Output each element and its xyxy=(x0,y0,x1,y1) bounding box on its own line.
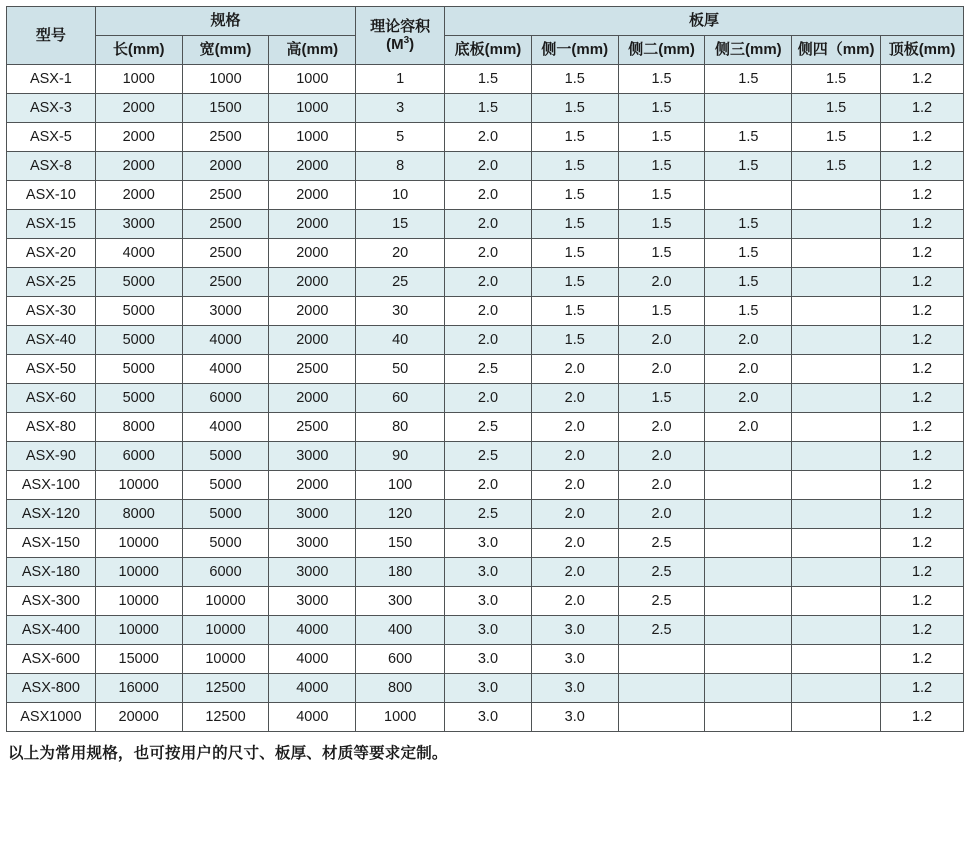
cell-model: ASX-50 xyxy=(7,355,96,384)
cell-side1: 2.0 xyxy=(531,471,618,500)
cell-side2: 1.5 xyxy=(618,94,705,123)
cell-length: 10000 xyxy=(95,558,182,587)
cell-top-plate: 1.2 xyxy=(881,297,964,326)
cell-width: 2500 xyxy=(182,268,269,297)
column-header-model: 型号 xyxy=(7,7,96,65)
cell-volume: 90 xyxy=(356,442,445,471)
cell-bottom-plate: 2.0 xyxy=(445,297,532,326)
cell-side4 xyxy=(792,616,881,645)
cell-height: 2000 xyxy=(269,384,356,413)
cell-side1: 1.5 xyxy=(531,326,618,355)
table-row xyxy=(7,181,964,210)
cell-top-plate: 1.2 xyxy=(881,210,964,239)
cell-side2: 1.5 xyxy=(618,181,705,210)
cell-volume: 150 xyxy=(356,529,445,558)
cell-side1: 1.5 xyxy=(531,297,618,326)
cell-length: 10000 xyxy=(95,587,182,616)
cell-top-plate: 1.2 xyxy=(881,355,964,384)
cell-side3 xyxy=(705,471,792,500)
cell-side3 xyxy=(705,94,792,123)
cell-top-plate: 1.2 xyxy=(881,326,964,355)
cell-length: 5000 xyxy=(95,268,182,297)
cell-height: 1000 xyxy=(269,65,356,94)
cell-volume: 1 xyxy=(356,65,445,94)
column-header-side4: 侧四（mm) xyxy=(792,36,881,65)
cell-model: ASX-100 xyxy=(7,471,96,500)
cell-side4 xyxy=(792,471,881,500)
table-row xyxy=(7,703,964,732)
cell-side3 xyxy=(705,181,792,210)
cell-volume: 30 xyxy=(356,297,445,326)
cell-width: 2500 xyxy=(182,181,269,210)
cell-model: ASX-150 xyxy=(7,529,96,558)
cell-top-plate: 1.2 xyxy=(881,152,964,181)
cell-side2: 1.5 xyxy=(618,123,705,152)
cell-bottom-plate: 2.0 xyxy=(445,384,532,413)
column-header-length: 长(mm) xyxy=(95,36,182,65)
cell-side3: 2.0 xyxy=(705,413,792,442)
cell-top-plate: 1.2 xyxy=(881,384,964,413)
cell-side4 xyxy=(792,210,881,239)
cell-side4: 1.5 xyxy=(792,152,881,181)
cell-height: 2000 xyxy=(269,152,356,181)
cell-width: 5000 xyxy=(182,471,269,500)
cell-height: 4000 xyxy=(269,674,356,703)
cell-length: 2000 xyxy=(95,181,182,210)
cell-bottom-plate: 2.0 xyxy=(445,210,532,239)
cell-side4 xyxy=(792,181,881,210)
cell-model: ASX-1 xyxy=(7,65,96,94)
cell-bottom-plate: 2.5 xyxy=(445,500,532,529)
cell-volume: 15 xyxy=(356,210,445,239)
cell-side2: 2.0 xyxy=(618,500,705,529)
cell-side4: 1.5 xyxy=(792,123,881,152)
cell-side1: 1.5 xyxy=(531,268,618,297)
cell-volume: 120 xyxy=(356,500,445,529)
cell-length: 3000 xyxy=(95,210,182,239)
cell-side2: 2.5 xyxy=(618,616,705,645)
cell-side1: 1.5 xyxy=(531,181,618,210)
cell-side3 xyxy=(705,558,792,587)
cell-side2: 2.5 xyxy=(618,558,705,587)
cell-model: ASX-300 xyxy=(7,587,96,616)
cell-bottom-plate: 3.0 xyxy=(445,558,532,587)
cell-width: 5000 xyxy=(182,500,269,529)
table-row xyxy=(7,558,964,587)
table-row xyxy=(7,355,964,384)
cell-side3: 2.0 xyxy=(705,355,792,384)
cell-length: 15000 xyxy=(95,645,182,674)
cell-volume: 600 xyxy=(356,645,445,674)
cell-bottom-plate: 3.0 xyxy=(445,645,532,674)
cell-model: ASX-600 xyxy=(7,645,96,674)
cell-top-plate: 1.2 xyxy=(881,558,964,587)
cell-model: ASX-80 xyxy=(7,413,96,442)
cell-bottom-plate: 2.0 xyxy=(445,326,532,355)
cell-side3: 1.5 xyxy=(705,239,792,268)
cell-side2: 2.5 xyxy=(618,529,705,558)
cell-length: 6000 xyxy=(95,442,182,471)
cell-volume: 20 xyxy=(356,239,445,268)
cell-length: 10000 xyxy=(95,616,182,645)
cell-side2: 2.0 xyxy=(618,355,705,384)
cell-bottom-plate: 2.0 xyxy=(445,268,532,297)
cell-bottom-plate: 2.0 xyxy=(445,152,532,181)
cell-side1: 1.5 xyxy=(531,239,618,268)
cell-height: 3000 xyxy=(269,529,356,558)
cell-model: ASX-90 xyxy=(7,442,96,471)
cell-side1: 2.0 xyxy=(531,384,618,413)
cell-side2: 1.5 xyxy=(618,210,705,239)
cell-side4 xyxy=(792,297,881,326)
table-header xyxy=(7,7,964,65)
cell-side4 xyxy=(792,645,881,674)
cell-length: 2000 xyxy=(95,123,182,152)
cell-side3 xyxy=(705,674,792,703)
cell-model: ASX-3 xyxy=(7,94,96,123)
cell-side2: 1.5 xyxy=(618,239,705,268)
cell-side1: 2.0 xyxy=(531,500,618,529)
cell-side3 xyxy=(705,587,792,616)
cell-side4 xyxy=(792,674,881,703)
cell-model: ASX-60 xyxy=(7,384,96,413)
table-row xyxy=(7,442,964,471)
table-body xyxy=(7,65,964,732)
cell-height: 2000 xyxy=(269,268,356,297)
cell-side2: 2.5 xyxy=(618,587,705,616)
cell-side4 xyxy=(792,326,881,355)
cell-volume: 5 xyxy=(356,123,445,152)
cell-width: 2500 xyxy=(182,210,269,239)
cell-side4 xyxy=(792,413,881,442)
cell-side3: 1.5 xyxy=(705,268,792,297)
cell-model: ASX1000 xyxy=(7,703,96,732)
cell-model: ASX-120 xyxy=(7,500,96,529)
cell-bottom-plate: 2.0 xyxy=(445,239,532,268)
column-header-bottom-plate: 底板(mm) xyxy=(445,36,532,65)
cell-bottom-plate: 2.5 xyxy=(445,413,532,442)
cell-side2: 1.5 xyxy=(618,384,705,413)
cell-height: 2000 xyxy=(269,239,356,268)
cell-volume: 25 xyxy=(356,268,445,297)
cell-top-plate: 1.2 xyxy=(881,239,964,268)
cell-side2: 1.5 xyxy=(618,65,705,94)
table-row xyxy=(7,65,964,94)
cell-side4 xyxy=(792,587,881,616)
cell-width: 2500 xyxy=(182,239,269,268)
cell-top-plate: 1.2 xyxy=(881,674,964,703)
cell-height: 2000 xyxy=(269,326,356,355)
cell-side4 xyxy=(792,355,881,384)
cell-side2: 2.0 xyxy=(618,471,705,500)
table-row xyxy=(7,587,964,616)
cell-height: 3000 xyxy=(269,500,356,529)
cell-width: 4000 xyxy=(182,413,269,442)
cell-bottom-plate: 3.0 xyxy=(445,616,532,645)
column-header-width: 宽(mm) xyxy=(182,36,269,65)
cell-top-plate: 1.2 xyxy=(881,442,964,471)
table-row xyxy=(7,268,964,297)
cell-height: 4000 xyxy=(269,616,356,645)
cell-side3 xyxy=(705,616,792,645)
cell-side1: 2.0 xyxy=(531,413,618,442)
cell-side3 xyxy=(705,703,792,732)
table-row xyxy=(7,413,964,442)
header-row-groups xyxy=(7,7,964,36)
cell-volume: 40 xyxy=(356,326,445,355)
cell-height: 2000 xyxy=(269,297,356,326)
cell-height: 4000 xyxy=(269,703,356,732)
cell-height: 2000 xyxy=(269,181,356,210)
table-row xyxy=(7,529,964,558)
volume-label-line1: 理论容积 xyxy=(370,17,431,35)
cell-volume: 60 xyxy=(356,384,445,413)
cell-model: ASX-8 xyxy=(7,152,96,181)
cell-bottom-plate: 2.0 xyxy=(445,471,532,500)
volume-label-line2: (M xyxy=(386,36,404,53)
cell-top-plate: 1.2 xyxy=(881,268,964,297)
table-row xyxy=(7,500,964,529)
cell-top-plate: 1.2 xyxy=(881,500,964,529)
cell-width: 12500 xyxy=(182,703,269,732)
cell-side3: 2.0 xyxy=(705,326,792,355)
cell-length: 5000 xyxy=(95,355,182,384)
cell-side1: 1.5 xyxy=(531,65,618,94)
cell-side1: 1.5 xyxy=(531,123,618,152)
cell-side4 xyxy=(792,703,881,732)
volume-label-line3: ) xyxy=(409,36,415,53)
cell-volume: 10 xyxy=(356,181,445,210)
cell-width: 12500 xyxy=(182,674,269,703)
cell-length: 1000 xyxy=(95,65,182,94)
cell-side1: 3.0 xyxy=(531,703,618,732)
cell-bottom-plate: 3.0 xyxy=(445,529,532,558)
cell-bottom-plate: 1.5 xyxy=(445,65,532,94)
cell-width: 4000 xyxy=(182,326,269,355)
cell-height: 2500 xyxy=(269,413,356,442)
cell-volume: 800 xyxy=(356,674,445,703)
table-row xyxy=(7,645,964,674)
cell-side4 xyxy=(792,268,881,297)
cell-side3: 1.5 xyxy=(705,210,792,239)
cell-model: ASX-400 xyxy=(7,616,96,645)
cell-top-plate: 1.2 xyxy=(881,587,964,616)
cell-height: 4000 xyxy=(269,645,356,674)
cell-model: ASX-800 xyxy=(7,674,96,703)
column-header-height: 高(mm) xyxy=(269,36,356,65)
table-row xyxy=(7,94,964,123)
cell-width: 5000 xyxy=(182,442,269,471)
cell-width: 5000 xyxy=(182,529,269,558)
table-row xyxy=(7,471,964,500)
cell-model: ASX-25 xyxy=(7,268,96,297)
cell-bottom-plate: 2.5 xyxy=(445,355,532,384)
cell-height: 3000 xyxy=(269,558,356,587)
cell-side3 xyxy=(705,645,792,674)
cell-model: ASX-20 xyxy=(7,239,96,268)
cell-top-plate: 1.2 xyxy=(881,65,964,94)
cell-side3 xyxy=(705,500,792,529)
cell-side1: 2.0 xyxy=(531,529,618,558)
cell-side4 xyxy=(792,529,881,558)
cell-height: 1000 xyxy=(269,123,356,152)
cell-length: 10000 xyxy=(95,529,182,558)
cell-side1: 3.0 xyxy=(531,645,618,674)
cell-side3: 1.5 xyxy=(705,65,792,94)
cell-top-plate: 1.2 xyxy=(881,471,964,500)
table-row xyxy=(7,297,964,326)
cell-side2: 2.0 xyxy=(618,326,705,355)
cell-volume: 180 xyxy=(356,558,445,587)
cell-volume: 8 xyxy=(356,152,445,181)
cell-side2 xyxy=(618,674,705,703)
cell-bottom-plate: 3.0 xyxy=(445,703,532,732)
cell-length: 5000 xyxy=(95,326,182,355)
cell-width: 2000 xyxy=(182,152,269,181)
cell-side1: 1.5 xyxy=(531,152,618,181)
cell-side4 xyxy=(792,442,881,471)
cell-side2: 2.0 xyxy=(618,268,705,297)
cell-top-plate: 1.2 xyxy=(881,616,964,645)
table-row xyxy=(7,152,964,181)
cell-top-plate: 1.2 xyxy=(881,94,964,123)
cell-top-plate: 1.2 xyxy=(881,703,964,732)
cell-bottom-plate: 2.0 xyxy=(445,123,532,152)
specification-table xyxy=(6,6,964,732)
cell-height: 2000 xyxy=(269,210,356,239)
cell-side2 xyxy=(618,703,705,732)
cell-width: 10000 xyxy=(182,587,269,616)
table-row xyxy=(7,674,964,703)
cell-width: 3000 xyxy=(182,297,269,326)
cell-length: 2000 xyxy=(95,94,182,123)
cell-bottom-plate: 2.0 xyxy=(445,181,532,210)
table-row xyxy=(7,123,964,152)
cell-top-plate: 1.2 xyxy=(881,123,964,152)
cell-width: 10000 xyxy=(182,645,269,674)
cell-height: 1000 xyxy=(269,94,356,123)
cell-model: ASX-40 xyxy=(7,326,96,355)
cell-height: 3000 xyxy=(269,587,356,616)
cell-model: ASX-10 xyxy=(7,181,96,210)
cell-volume: 1000 xyxy=(356,703,445,732)
cell-width: 1500 xyxy=(182,94,269,123)
cell-model: ASX-5 xyxy=(7,123,96,152)
column-group-header-thickness: 板厚 xyxy=(445,7,964,36)
cell-side1: 1.5 xyxy=(531,94,618,123)
cell-model: ASX-15 xyxy=(7,210,96,239)
cell-side3 xyxy=(705,442,792,471)
table-row xyxy=(7,239,964,268)
cell-side4: 1.5 xyxy=(792,94,881,123)
cell-model: ASX-30 xyxy=(7,297,96,326)
cell-side4 xyxy=(792,239,881,268)
cell-height: 2500 xyxy=(269,355,356,384)
column-header-side3: 侧三(mm) xyxy=(705,36,792,65)
cell-side1: 1.5 xyxy=(531,210,618,239)
table-row xyxy=(7,210,964,239)
cell-model: ASX-180 xyxy=(7,558,96,587)
cell-width: 6000 xyxy=(182,384,269,413)
cell-side4 xyxy=(792,384,881,413)
column-header-top-plate: 顶板(mm) xyxy=(881,36,964,65)
cell-bottom-plate: 3.0 xyxy=(445,674,532,703)
cell-bottom-plate: 1.5 xyxy=(445,94,532,123)
cell-side3 xyxy=(705,529,792,558)
cell-volume: 3 xyxy=(356,94,445,123)
cell-top-plate: 1.2 xyxy=(881,645,964,674)
cell-length: 8000 xyxy=(95,500,182,529)
cell-length: 8000 xyxy=(95,413,182,442)
cell-side3: 2.0 xyxy=(705,384,792,413)
cell-height: 2000 xyxy=(269,471,356,500)
cell-side3: 1.5 xyxy=(705,152,792,181)
table-row xyxy=(7,384,964,413)
cell-length: 20000 xyxy=(95,703,182,732)
cell-top-plate: 1.2 xyxy=(881,413,964,442)
cell-width: 4000 xyxy=(182,355,269,384)
cell-top-plate: 1.2 xyxy=(881,181,964,210)
cell-side2: 2.0 xyxy=(618,413,705,442)
cell-side4: 1.5 xyxy=(792,65,881,94)
table-row xyxy=(7,326,964,355)
cell-side1: 2.0 xyxy=(531,558,618,587)
cell-width: 10000 xyxy=(182,616,269,645)
cell-volume: 100 xyxy=(356,471,445,500)
cell-side4 xyxy=(792,500,881,529)
cell-volume: 80 xyxy=(356,413,445,442)
cell-bottom-plate: 3.0 xyxy=(445,587,532,616)
cell-length: 4000 xyxy=(95,239,182,268)
cell-length: 5000 xyxy=(95,384,182,413)
cell-side1: 2.0 xyxy=(531,442,618,471)
column-header-side1: 侧一(mm) xyxy=(531,36,618,65)
cell-side3: 1.5 xyxy=(705,123,792,152)
cell-volume: 50 xyxy=(356,355,445,384)
cell-side1: 2.0 xyxy=(531,355,618,384)
header-row-subcolumns xyxy=(7,36,964,65)
cell-length: 5000 xyxy=(95,297,182,326)
cell-width: 6000 xyxy=(182,558,269,587)
column-group-header-spec: 规格 xyxy=(95,7,355,36)
cell-volume: 300 xyxy=(356,587,445,616)
cell-width: 1000 xyxy=(182,65,269,94)
volume-label-exponent: 3 xyxy=(403,35,410,46)
cell-length: 16000 xyxy=(95,674,182,703)
cell-length: 10000 xyxy=(95,471,182,500)
cell-top-plate: 1.2 xyxy=(881,529,964,558)
cell-side4 xyxy=(792,558,881,587)
cell-bottom-plate: 2.5 xyxy=(445,442,532,471)
cell-side2: 1.5 xyxy=(618,297,705,326)
cell-side2: 2.0 xyxy=(618,442,705,471)
cell-side1: 3.0 xyxy=(531,674,618,703)
column-header-side2: 侧二(mm) xyxy=(618,36,705,65)
cell-side2 xyxy=(618,645,705,674)
cell-height: 3000 xyxy=(269,442,356,471)
cell-width: 2500 xyxy=(182,123,269,152)
cell-side2: 1.5 xyxy=(618,152,705,181)
cell-length: 2000 xyxy=(95,152,182,181)
footer-note: 以上为常用规格，也可按用户的尺寸、板厚、材质等要求定制。 xyxy=(8,745,448,762)
table-row xyxy=(7,616,964,645)
cell-side3: 1.5 xyxy=(705,297,792,326)
cell-volume: 400 xyxy=(356,616,445,645)
cell-side1: 2.0 xyxy=(531,587,618,616)
column-header-volume xyxy=(356,7,445,65)
cell-side1: 3.0 xyxy=(531,616,618,645)
